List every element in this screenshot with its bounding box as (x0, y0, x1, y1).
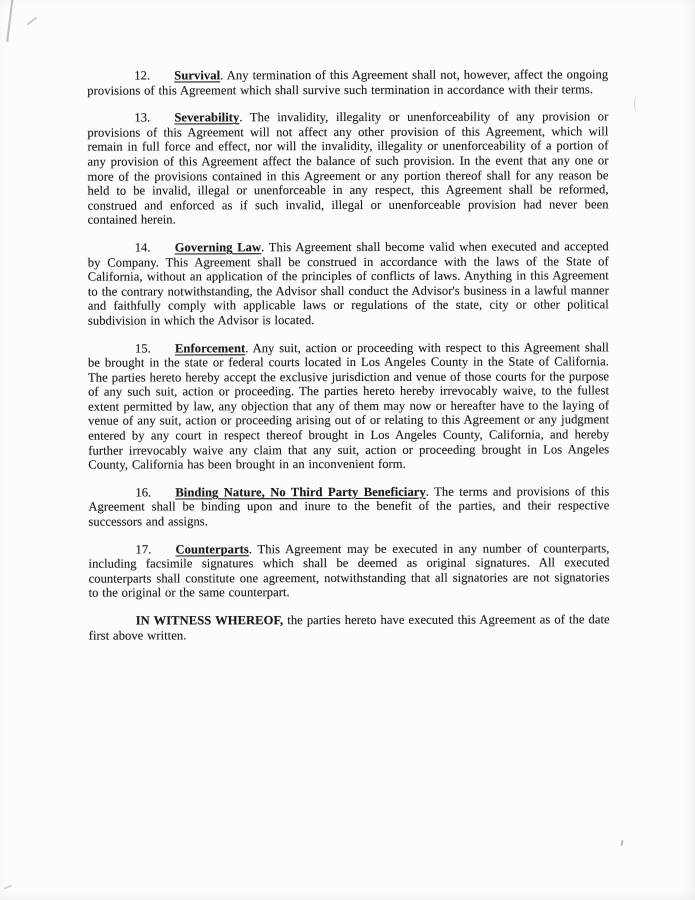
section-number: 13. (134, 110, 151, 125)
section-body-text: . The invalidity, illegality or unenforceability of any provision or provisions of this Agreement will not affect any other provision of this Agreement, which will remain in full force and effect, nor will the invalidity, illegality or unenforceability of a portion of any provision of this Agreement affect the balance of such provision. In the event that any one or more of the provisions contained in this Agreement or any portion thereof shall for any reason be held to be invalid, illegal or unenforceable in any respect, this Agreement shall be reformed, construed and enforced as if such invalid, illegal or unenforceable provision had never been contained herein. (87, 109, 609, 228)
witness-clause-lead: IN WITNESS WHEREOF, (135, 613, 284, 628)
section-heading: Governing Law (174, 240, 262, 255)
section-17-counterparts (88, 541, 609, 601)
section-heading: Binding Nature, No Third Party Beneficiary (175, 484, 426, 500)
agreement-text-block (87, 67, 610, 656)
section-body-text: . The terms and provisions of this Agreement shall be binding upon and inure to the benefit of the parties, and their respective successors and assigns. (88, 484, 610, 529)
section-13-severability (87, 110, 608, 228)
scan-artifact-corner-mark (27, 17, 38, 26)
section-16-binding-nature (88, 484, 609, 529)
scan-artifact-bottom-left-mark (4, 885, 12, 890)
section-number: 16. (135, 485, 152, 500)
section-heading: Enforcement (174, 340, 246, 355)
section-12-survival (87, 67, 608, 98)
witness-clause-text: the parties hereto have executed this Agreement as of the date first above written. (88, 612, 610, 643)
section-number: 12. (134, 68, 151, 83)
section-body-text: . Any suit, action or proceeding with respect to this Agreement shall be brought in the state or federal courts located in Los Angeles County in the State of California. The parties hereto hereby accept the exclusive jurisdiction and venue of those courts for the purpose of any such suit, action or proceeding. The parties hereto hereby irrevocably waive, to the fullest extent permitted by law, any objection that any of them may now or hereafter have to the laying of venue of any suit, action or proceeding arising out of or relating to this Agreement or any judgment entered by any court in respect thereof brought in Los Angeles County, California, and hereby further irrevocably waive any claim that any suit, action or proceeding brought in Los Angeles County, California has been brought in an inconvenient form. (87, 339, 610, 472)
section-number: 17. (135, 542, 152, 557)
section-15-enforcement (88, 340, 609, 473)
scan-artifact-right-mark (634, 96, 641, 112)
scan-artifact-bottom-right-mark (620, 840, 623, 846)
witness-clause (89, 612, 610, 643)
section-heading: Severability (174, 110, 240, 125)
scan-artifact-left-edge-line (6, 0, 14, 42)
section-14-governing-law (88, 239, 609, 328)
section-heading: Counterparts (175, 541, 249, 557)
section-heading: Survival (174, 68, 221, 83)
section-number: 14. (134, 240, 151, 255)
section-body-text: . This Agreement shall become valid when executed and accepted by Company. This Agreement shall be construed in accordance with the laws of the State of California, without an application of the principles of conflicts of laws. Anything in this Agreement to the contrary notwithstanding, the Advisor shall conduct the Advisor's business in a lawful manner and faithfully comply with applicable laws or regulations of the state, city or other political subdivision in which the Advisor is located. (87, 239, 609, 328)
section-body-text: . This Agreement may be executed in any number of counterparts, including facsimile signatures which shall be deemed as original signatures. All executed counterparts shall constitute one agreement, notwithstanding that all signatories are not signatories to the original or the same counterpart. (88, 540, 610, 601)
section-body-text: . Any termination of this Agreement shall not, however, affect the ongoing provisions of this Agreement which shall survive such termination in accordance with their terms. (87, 67, 609, 98)
section-number: 15. (134, 341, 151, 356)
